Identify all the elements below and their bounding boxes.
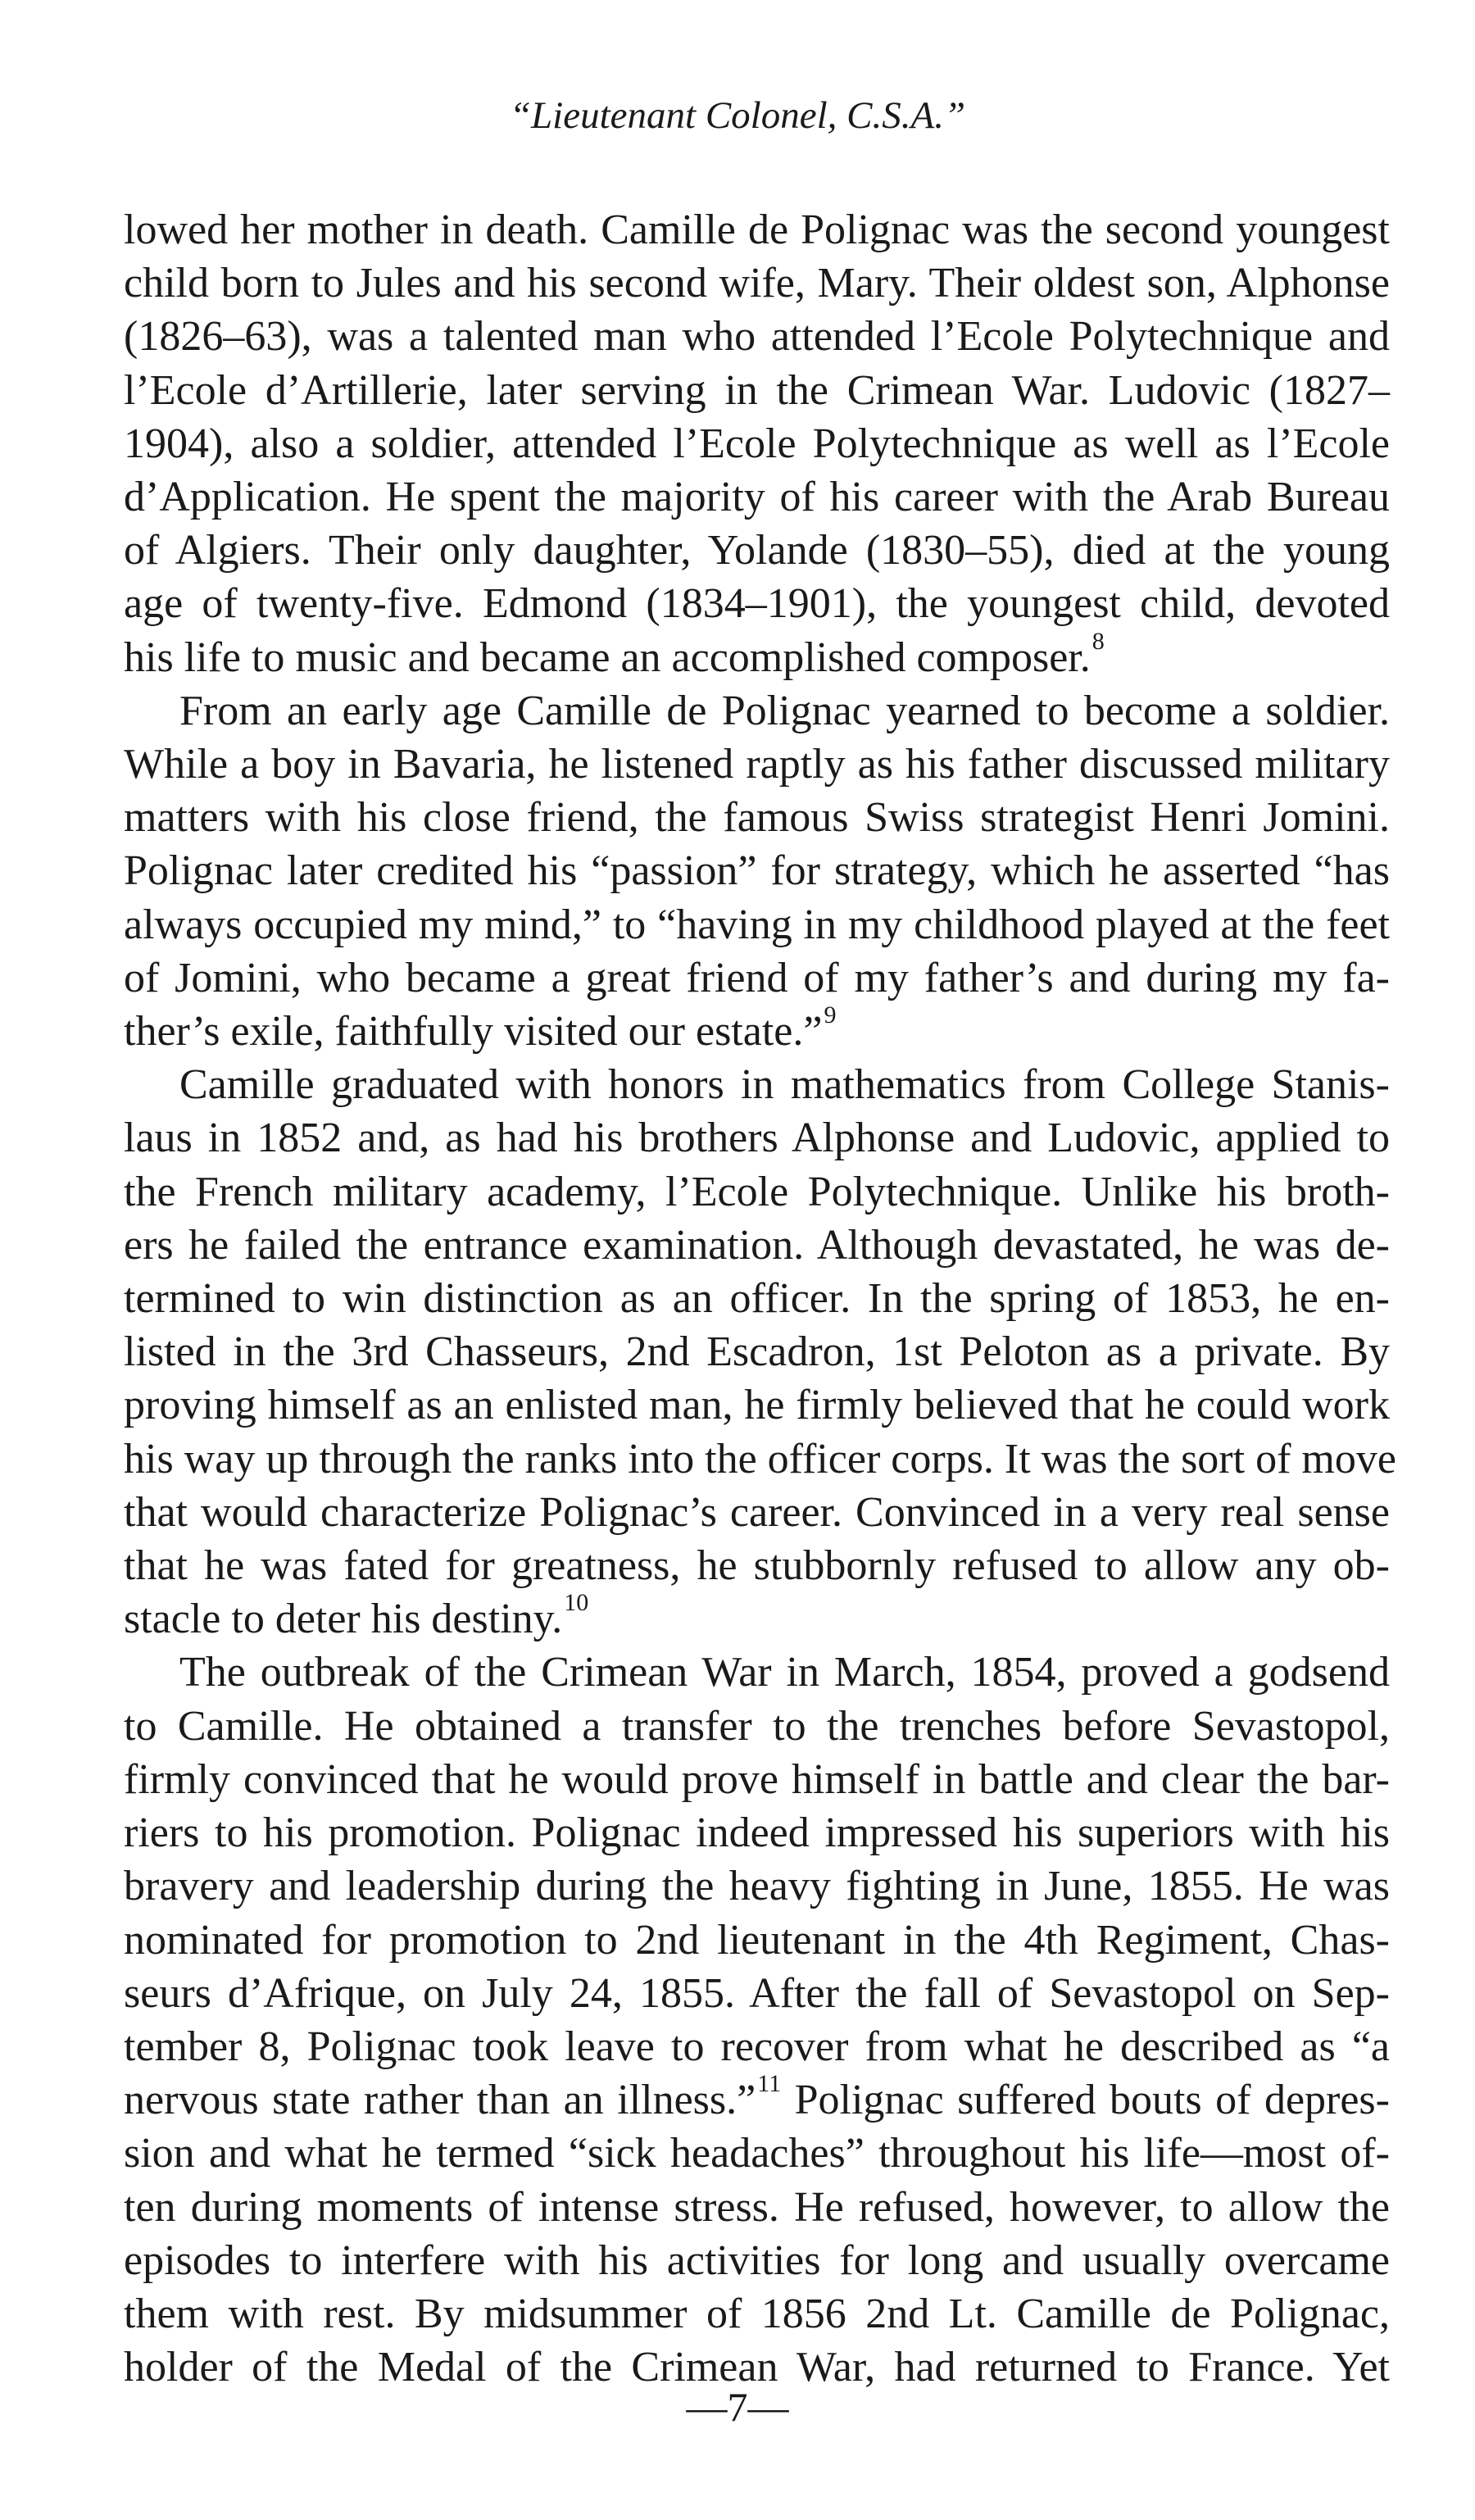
text-line: his way up through the ranks into the officer corps. It was the sort of move <box>124 1435 1396 1482</box>
text-line: child born to Jules and his second wife, Mary. Their oldest son, Alphonse <box>124 260 1390 307</box>
footnote-marker: 10 <box>564 1589 589 1617</box>
page-number: —7— <box>686 2384 789 2430</box>
text-line: riers to his promotion. Polignac indeed impressed his superiors with his <box>124 1809 1390 1857</box>
text-line: Camille graduated with honors in mathematics from College Stanis- <box>179 1061 1390 1109</box>
text-line <box>124 2070 1390 2127</box>
running-head: “Lieutenant Colonel, C.S.A.” <box>509 94 966 137</box>
text-line: always occupied my mind,” to “having in my childhood played at the feet <box>124 901 1390 948</box>
text-line: laus in 1852 and, as had his brothers Alphonse and Ludovic, applied to <box>124 1115 1390 1162</box>
text-line: From an early age Camille de Polignac yearned to become a soldier. <box>179 687 1390 734</box>
text-line: proving himself as an enlisted man, he firmly believed that he could work <box>124 1382 1390 1429</box>
paragraph <box>124 1058 1396 1646</box>
text-line: While a boy in Bavaria, he listened raptly as his father discussed military <box>124 741 1390 788</box>
text-fragment: stacle to deter his destiny. <box>124 1596 563 1643</box>
text-line: tember 8, Polignac took leave to recover from what he described as “a <box>124 2023 1390 2070</box>
text-line: lowed her mother in death. Camille de Polignac was the second youngest <box>124 207 1390 253</box>
text-line: l’Ecole d’Artillerie, later serving in the Crimean War. Ludovic (1827– <box>124 366 1390 414</box>
text-line: of Algiers. Their only daughter, Yolande (1830–55), died at the young <box>124 527 1390 574</box>
text-line: nominated for promotion to 2nd lieutenant in the 4th Regiment, Chas- <box>124 1916 1390 1964</box>
text-line: 1904), also a soldier, attended l’Ecole Polytechnique as well as l’Ecole <box>124 420 1390 467</box>
text-line: them with rest. By midsummer of 1856 2nd Lt. Camille de Polignac, <box>124 2290 1390 2337</box>
footnote-marker: 9 <box>824 1001 837 1029</box>
body-text <box>124 203 1396 2394</box>
paragraph <box>124 684 1390 1058</box>
text-line: matters with his close friend, the famous Swiss strategist Henri Jomini. <box>124 794 1390 842</box>
text-line <box>124 627 1390 684</box>
text-line: seurs d’Afrique, on July 24, 1855. After the fall of Sevastopol on Sep- <box>124 1969 1390 2017</box>
text-line: (1826–63), was a talented man who attended l’Ecole Polytechnique and <box>124 313 1390 361</box>
text-line: firmly convinced that he would prove himself in battle and clear the bar- <box>124 1755 1390 1803</box>
text-line: sion and what he termed “sick headaches” throughout his life—most of- <box>124 2130 1390 2177</box>
text-line: d’Application. He spent the majority of his career with the Arab Bureau <box>124 474 1390 521</box>
text-line <box>124 1001 1390 1058</box>
text-line: bravery and leadership during the heavy fighting in June, 1855. He was <box>124 1863 1390 1910</box>
text-fragment: nervous state rather than an illness.” <box>124 2077 756 2124</box>
text-line: The outbreak of the Crimean War in March, 1854, proved a godsend <box>179 1649 1390 1696</box>
text-line: Polignac later credited his “passion” for strategy, which he asserted “has <box>124 847 1390 895</box>
text-line: holder of the Medal of the Crimean War, had returned to France. Yet <box>124 2344 1390 2391</box>
text-line: termined to win distinction as an officer. In the spring of 1853, he en- <box>124 1275 1390 1323</box>
text-line: that he was fated for greatness, he stubbornly refused to allow any ob- <box>124 1542 1390 1590</box>
text-line: age of twenty-five. Edmond (1834–1901), the youngest child, devoted <box>124 580 1390 628</box>
text-line: that would characterize Polignac’s career. Convinced in a very real sense <box>124 1488 1390 1536</box>
paragraph <box>124 203 1390 684</box>
text-fragment: Polignac suffered bouts of depres- <box>781 2077 1390 2124</box>
text-line: ers he failed the entrance examination. Although devastated, he was de- <box>124 1221 1390 1269</box>
text-line: episodes to interfere with his activities for long and usually overcame <box>124 2236 1390 2284</box>
paragraph <box>124 1646 1390 2394</box>
text-line <box>124 1589 1390 1646</box>
text-line: ten during moments of intense stress. He refused, however, to allow the <box>124 2183 1390 2231</box>
footnote-marker: 8 <box>1092 627 1105 655</box>
text-line: listed in the 3rd Chasseurs, 2nd Escadron, 1st Peloton as a private. By <box>124 1328 1390 1376</box>
text-fragment: his life to music and became an accomplished composer. <box>124 633 1091 681</box>
footnote-marker: 11 <box>757 2070 782 2098</box>
text-fragment: ther’s exile, faithfully visited our estate.” <box>124 1008 823 1056</box>
text-line: to Camille. He obtained a transfer to the trenches before Sevastopol, <box>124 1702 1390 1750</box>
text-line: the French military academy, l’Ecole Polytechnique. Unlike his broth- <box>124 1168 1390 1215</box>
text-line: of Jomini, who became a great friend of my father’s and during my fa- <box>124 954 1390 1001</box>
